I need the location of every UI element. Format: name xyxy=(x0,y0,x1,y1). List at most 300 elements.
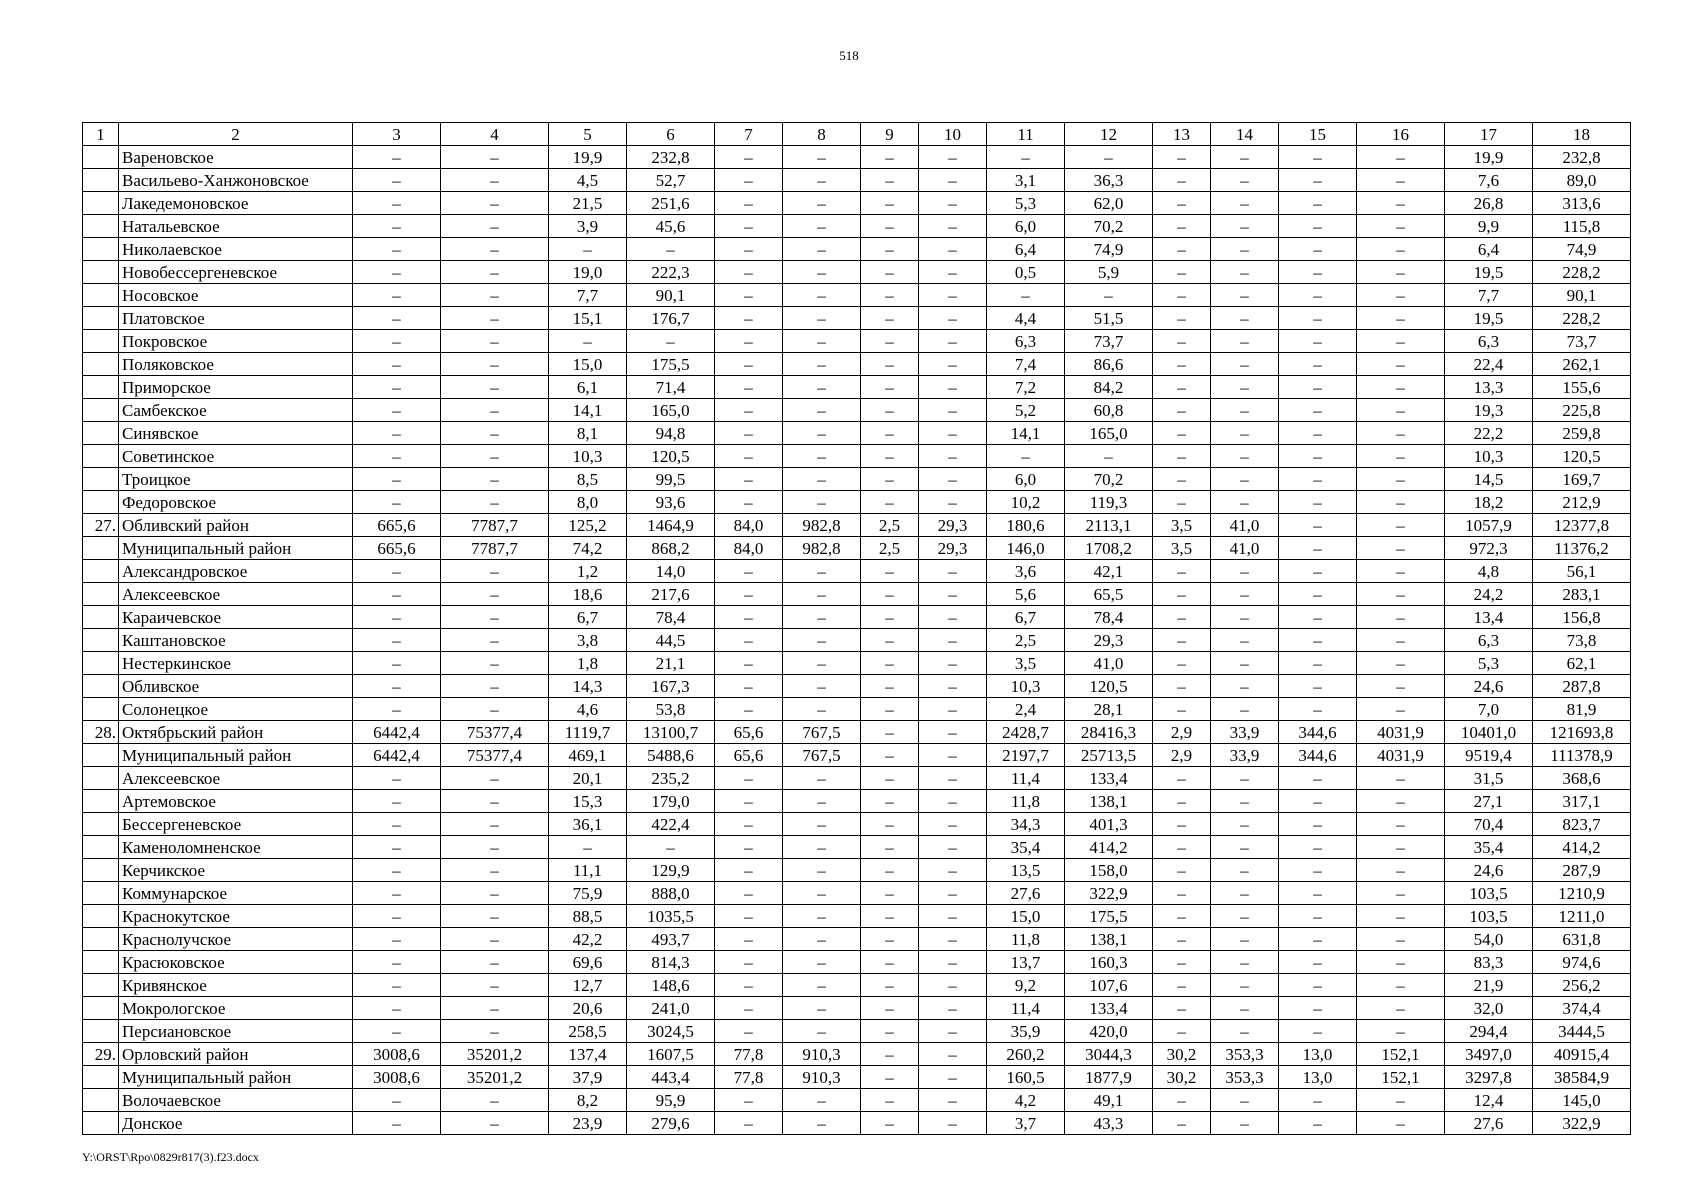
value-cell: – xyxy=(1279,514,1357,537)
value-cell: 129,9 xyxy=(627,859,715,882)
value-cell: 29,3 xyxy=(1065,629,1153,652)
value-cell: – xyxy=(861,951,919,974)
row-number-cell xyxy=(83,767,119,790)
value-cell: 283,1 xyxy=(1533,583,1631,606)
value-cell: – xyxy=(1279,767,1357,790)
value-cell: 41,0 xyxy=(1211,514,1279,537)
value-cell: – xyxy=(441,1112,549,1135)
value-cell: – xyxy=(441,353,549,376)
value-cell: 374,4 xyxy=(1533,997,1631,1020)
row-name-cell: Самбекское xyxy=(119,399,353,422)
value-cell: 93,6 xyxy=(627,491,715,514)
value-cell: 5,3 xyxy=(987,192,1065,215)
value-cell: – xyxy=(1211,192,1279,215)
value-cell: 1119,7 xyxy=(549,721,627,744)
value-cell: – xyxy=(1153,652,1211,675)
value-cell: 10,3 xyxy=(1445,445,1533,468)
value-cell: 5,6 xyxy=(987,583,1065,606)
data-table xyxy=(82,122,1631,1135)
value-cell: – xyxy=(1211,261,1279,284)
value-cell: 11,8 xyxy=(987,790,1065,813)
value-cell: 89,0 xyxy=(1533,169,1631,192)
value-cell: – xyxy=(715,951,783,974)
value-cell: – xyxy=(1279,468,1357,491)
value-cell: – xyxy=(1279,353,1357,376)
value-cell: 74,9 xyxy=(1533,238,1631,261)
value-cell: – xyxy=(1153,422,1211,445)
value-cell: 6,0 xyxy=(987,215,1065,238)
value-cell: – xyxy=(441,307,549,330)
value-cell: – xyxy=(353,261,441,284)
value-cell: 228,2 xyxy=(1533,307,1631,330)
value-cell: – xyxy=(1153,1112,1211,1135)
value-cell: 103,5 xyxy=(1445,882,1533,905)
value-cell: – xyxy=(1211,330,1279,353)
value-cell: – xyxy=(1211,928,1279,951)
value-cell: 24,2 xyxy=(1445,583,1533,606)
value-cell: – xyxy=(1279,1089,1357,1112)
value-cell: 11376,2 xyxy=(1533,537,1631,560)
value-cell: 29,3 xyxy=(919,514,987,537)
value-cell: 4,2 xyxy=(987,1089,1065,1112)
value-cell: 1210,9 xyxy=(1533,882,1631,905)
value-cell: 75,9 xyxy=(549,882,627,905)
value-cell: – xyxy=(1357,1089,1445,1112)
value-cell: 10,3 xyxy=(987,675,1065,698)
value-cell: – xyxy=(1065,445,1153,468)
table-row xyxy=(83,744,1631,767)
value-cell: – xyxy=(441,882,549,905)
value-cell: – xyxy=(783,1020,861,1043)
value-cell: – xyxy=(1211,353,1279,376)
value-cell: 31,5 xyxy=(1445,767,1533,790)
row-name-cell: Донское xyxy=(119,1112,353,1135)
value-cell: – xyxy=(1357,514,1445,537)
value-cell: 120,5 xyxy=(1533,445,1631,468)
value-cell: 103,5 xyxy=(1445,905,1533,928)
value-cell: 13,0 xyxy=(1279,1066,1357,1089)
value-cell: 4,5 xyxy=(549,169,627,192)
value-cell: – xyxy=(715,767,783,790)
value-cell: – xyxy=(1357,537,1445,560)
value-cell: 175,5 xyxy=(627,353,715,376)
value-cell: – xyxy=(715,307,783,330)
value-cell: 256,2 xyxy=(1533,974,1631,997)
value-cell: – xyxy=(353,560,441,583)
value-cell: – xyxy=(919,951,987,974)
value-cell: – xyxy=(783,169,861,192)
row-number-cell: 28. xyxy=(83,721,119,744)
table-row xyxy=(83,721,1631,744)
value-cell: 27,6 xyxy=(1445,1112,1533,1135)
value-cell: 1057,9 xyxy=(1445,514,1533,537)
table-row xyxy=(83,514,1631,537)
value-cell: – xyxy=(1357,399,1445,422)
value-cell: – xyxy=(1279,675,1357,698)
value-cell: – xyxy=(1279,491,1357,514)
value-cell: – xyxy=(353,767,441,790)
value-cell: – xyxy=(715,146,783,169)
value-cell: 13100,7 xyxy=(627,721,715,744)
value-cell: – xyxy=(1211,583,1279,606)
value-cell: – xyxy=(1279,376,1357,399)
value-cell: 13,3 xyxy=(1445,376,1533,399)
value-cell: – xyxy=(1279,261,1357,284)
value-cell: – xyxy=(919,261,987,284)
value-cell: 70,2 xyxy=(1065,215,1153,238)
value-cell: – xyxy=(715,169,783,192)
value-cell: 2113,1 xyxy=(1065,514,1153,537)
value-cell: 13,7 xyxy=(987,951,1065,974)
value-cell: 5,3 xyxy=(1445,652,1533,675)
table-row xyxy=(83,974,1631,997)
value-cell: – xyxy=(919,767,987,790)
value-cell: 13,5 xyxy=(987,859,1065,882)
value-cell: 665,6 xyxy=(353,537,441,560)
row-name-cell: Краснокутское xyxy=(119,905,353,928)
row-name-cell: Лакедемоновское xyxy=(119,192,353,215)
value-cell: – xyxy=(1279,238,1357,261)
value-cell: 7,7 xyxy=(1445,284,1533,307)
value-cell: – xyxy=(861,744,919,767)
value-cell: 7,2 xyxy=(987,376,1065,399)
value-cell: – xyxy=(441,284,549,307)
table-row xyxy=(83,560,1631,583)
value-cell: 15,1 xyxy=(549,307,627,330)
value-cell: – xyxy=(919,836,987,859)
row-number-cell xyxy=(83,238,119,261)
value-cell: – xyxy=(441,238,549,261)
value-cell: – xyxy=(353,307,441,330)
value-cell: 3297,8 xyxy=(1445,1066,1533,1089)
value-cell: 54,0 xyxy=(1445,928,1533,951)
value-cell: – xyxy=(1211,284,1279,307)
value-cell: – xyxy=(1357,422,1445,445)
column-header: 13 xyxy=(1153,123,1211,146)
value-cell: – xyxy=(1357,445,1445,468)
value-cell: 75377,4 xyxy=(441,744,549,767)
table-row xyxy=(83,330,1631,353)
value-cell: – xyxy=(783,583,861,606)
value-cell: – xyxy=(919,376,987,399)
value-cell: – xyxy=(1211,422,1279,445)
value-cell: – xyxy=(715,652,783,675)
value-cell: – xyxy=(1279,192,1357,215)
value-cell: 37,9 xyxy=(549,1066,627,1089)
value-cell: – xyxy=(1279,951,1357,974)
value-cell: – xyxy=(441,261,549,284)
value-cell: – xyxy=(1279,307,1357,330)
value-cell: – xyxy=(919,744,987,767)
table-row xyxy=(83,376,1631,399)
value-cell: – xyxy=(441,146,549,169)
value-cell: – xyxy=(353,1112,441,1135)
row-number-cell xyxy=(83,836,119,859)
row-number-cell xyxy=(83,1020,119,1043)
value-cell: 86,6 xyxy=(1065,353,1153,376)
value-cell: 18,6 xyxy=(549,583,627,606)
value-cell: 888,0 xyxy=(627,882,715,905)
table-row xyxy=(83,169,1631,192)
value-cell: – xyxy=(1211,445,1279,468)
row-name-cell: Николаевское xyxy=(119,238,353,261)
value-cell: 120,5 xyxy=(1065,675,1153,698)
row-number-cell xyxy=(83,997,119,1020)
value-cell: 81,9 xyxy=(1533,698,1631,721)
value-cell: – xyxy=(783,882,861,905)
value-cell: – xyxy=(627,330,715,353)
row-name-cell: Обливское xyxy=(119,675,353,698)
value-cell: – xyxy=(861,560,919,583)
value-cell: – xyxy=(861,1043,919,1066)
table-row xyxy=(83,698,1631,721)
row-name-cell: Обливский район xyxy=(119,514,353,537)
row-name-cell: Васильево-Ханжоновское xyxy=(119,169,353,192)
value-cell: 6,3 xyxy=(987,330,1065,353)
value-cell: – xyxy=(1279,882,1357,905)
value-cell: – xyxy=(353,422,441,445)
value-cell: – xyxy=(353,215,441,238)
value-cell: – xyxy=(1279,813,1357,836)
value-cell: 12377,8 xyxy=(1533,514,1631,537)
value-cell: 344,6 xyxy=(1279,744,1357,767)
value-cell: – xyxy=(715,997,783,1020)
value-cell: 115,8 xyxy=(1533,215,1631,238)
value-cell: 217,6 xyxy=(627,583,715,606)
table-row xyxy=(83,629,1631,652)
value-cell: – xyxy=(441,675,549,698)
value-cell: – xyxy=(1279,399,1357,422)
value-cell: 823,7 xyxy=(1533,813,1631,836)
value-cell: – xyxy=(715,1112,783,1135)
value-cell: – xyxy=(783,468,861,491)
value-cell: – xyxy=(353,905,441,928)
value-cell: 3024,5 xyxy=(627,1020,715,1043)
value-cell: – xyxy=(1153,974,1211,997)
value-cell: – xyxy=(715,790,783,813)
value-cell: 41,0 xyxy=(1065,652,1153,675)
value-cell: – xyxy=(353,583,441,606)
value-cell: – xyxy=(783,399,861,422)
column-header: 7 xyxy=(715,123,783,146)
value-cell: – xyxy=(987,284,1065,307)
table-row xyxy=(83,1112,1631,1135)
value-cell: – xyxy=(715,698,783,721)
value-cell: – xyxy=(861,445,919,468)
row-number-cell xyxy=(83,652,119,675)
value-cell: 212,9 xyxy=(1533,491,1631,514)
footer-file-path: Y:\ORST\Rpo\0829r817(3).f23.docx xyxy=(82,1150,259,1164)
row-number-cell xyxy=(83,790,119,813)
value-cell: 73,7 xyxy=(1533,330,1631,353)
value-cell: 29,3 xyxy=(919,537,987,560)
value-cell: – xyxy=(1065,284,1153,307)
value-cell: 155,6 xyxy=(1533,376,1631,399)
value-cell: 43,3 xyxy=(1065,1112,1153,1135)
row-number-cell xyxy=(83,859,119,882)
value-cell: 30,2 xyxy=(1153,1043,1211,1066)
value-cell: 3,5 xyxy=(987,652,1065,675)
column-header: 17 xyxy=(1445,123,1533,146)
column-header: 12 xyxy=(1065,123,1153,146)
value-cell: 8,5 xyxy=(549,468,627,491)
value-cell: – xyxy=(1153,238,1211,261)
value-cell: – xyxy=(1153,675,1211,698)
value-cell: 1708,2 xyxy=(1065,537,1153,560)
value-cell: 138,1 xyxy=(1065,928,1153,951)
value-cell: – xyxy=(1153,445,1211,468)
value-cell: 145,0 xyxy=(1533,1089,1631,1112)
column-header: 1 xyxy=(83,123,119,146)
value-cell: 6442,4 xyxy=(353,721,441,744)
value-cell: 152,1 xyxy=(1357,1066,1445,1089)
value-cell: – xyxy=(919,675,987,698)
value-cell: 6442,4 xyxy=(353,744,441,767)
row-name-cell: Платовское xyxy=(119,307,353,330)
value-cell: 1035,5 xyxy=(627,905,715,928)
data-table-container xyxy=(82,122,1631,1135)
value-cell: 21,9 xyxy=(1445,974,1533,997)
value-cell: – xyxy=(1211,606,1279,629)
row-number-cell xyxy=(83,583,119,606)
value-cell: – xyxy=(783,974,861,997)
table-row xyxy=(83,468,1631,491)
value-cell: – xyxy=(1279,1020,1357,1043)
value-cell: – xyxy=(353,353,441,376)
value-cell: – xyxy=(715,468,783,491)
value-cell: – xyxy=(1153,468,1211,491)
value-cell: – xyxy=(861,583,919,606)
value-cell: 8,0 xyxy=(549,491,627,514)
row-name-cell: Покровское xyxy=(119,330,353,353)
value-cell: – xyxy=(441,491,549,514)
value-cell: – xyxy=(861,698,919,721)
value-cell: – xyxy=(861,859,919,882)
value-cell: – xyxy=(1279,974,1357,997)
value-cell: 287,9 xyxy=(1533,859,1631,882)
value-cell: 36,1 xyxy=(549,813,627,836)
row-name-cell: Коммунарское xyxy=(119,882,353,905)
value-cell: – xyxy=(861,790,919,813)
column-header: 9 xyxy=(861,123,919,146)
row-number-cell xyxy=(83,928,119,951)
value-cell: 158,0 xyxy=(1065,859,1153,882)
value-cell: 125,2 xyxy=(549,514,627,537)
row-number-cell xyxy=(83,445,119,468)
table-row xyxy=(83,537,1631,560)
value-cell: – xyxy=(353,399,441,422)
value-cell: 65,5 xyxy=(1065,583,1153,606)
value-cell: – xyxy=(441,192,549,215)
value-cell: – xyxy=(1153,261,1211,284)
value-cell: – xyxy=(353,491,441,514)
value-cell: 6,7 xyxy=(987,606,1065,629)
value-cell: 2428,7 xyxy=(987,721,1065,744)
row-number-cell: 29. xyxy=(83,1043,119,1066)
value-cell: – xyxy=(1153,307,1211,330)
table-row xyxy=(83,675,1631,698)
value-cell: – xyxy=(441,997,549,1020)
header-row xyxy=(83,123,1631,146)
value-cell: 2197,7 xyxy=(987,744,1065,767)
value-cell: – xyxy=(353,192,441,215)
value-cell: 121693,8 xyxy=(1533,721,1631,744)
value-cell: – xyxy=(1279,560,1357,583)
value-cell: 4,8 xyxy=(1445,560,1533,583)
table-row xyxy=(83,445,1631,468)
value-cell: – xyxy=(1357,951,1445,974)
value-cell: – xyxy=(919,813,987,836)
value-cell: – xyxy=(919,652,987,675)
value-cell: – xyxy=(1211,997,1279,1020)
value-cell: 52,7 xyxy=(627,169,715,192)
value-cell: – xyxy=(1357,974,1445,997)
value-cell: 176,7 xyxy=(627,307,715,330)
row-name-cell: Федоровское xyxy=(119,491,353,514)
column-header: 14 xyxy=(1211,123,1279,146)
value-cell: – xyxy=(861,813,919,836)
value-cell: – xyxy=(1357,307,1445,330)
value-cell: – xyxy=(441,330,549,353)
value-cell: – xyxy=(1153,997,1211,1020)
row-name-cell: Орловский район xyxy=(119,1043,353,1066)
value-cell: 44,5 xyxy=(627,629,715,652)
value-cell: 10401,0 xyxy=(1445,721,1533,744)
value-cell: 70,4 xyxy=(1445,813,1533,836)
value-cell: – xyxy=(1153,836,1211,859)
value-cell: 95,9 xyxy=(627,1089,715,1112)
table-row xyxy=(83,882,1631,905)
table-row xyxy=(83,146,1631,169)
value-cell: 982,8 xyxy=(783,537,861,560)
value-cell: 165,0 xyxy=(627,399,715,422)
value-cell: 814,3 xyxy=(627,951,715,974)
value-cell: – xyxy=(715,859,783,882)
value-cell: – xyxy=(715,675,783,698)
value-cell: 19,5 xyxy=(1445,307,1533,330)
value-cell: 420,0 xyxy=(1065,1020,1153,1043)
value-cell: 77,8 xyxy=(715,1066,783,1089)
row-number-cell xyxy=(83,698,119,721)
row-number-cell xyxy=(83,468,119,491)
value-cell: 767,5 xyxy=(783,744,861,767)
value-cell: – xyxy=(353,146,441,169)
value-cell: – xyxy=(353,629,441,652)
value-cell: 4,6 xyxy=(549,698,627,721)
row-number-cell xyxy=(83,560,119,583)
value-cell: – xyxy=(715,928,783,951)
value-cell: 94,8 xyxy=(627,422,715,445)
row-number-cell xyxy=(83,215,119,238)
value-cell: – xyxy=(783,1089,861,1112)
value-cell: – xyxy=(1357,215,1445,238)
value-cell: – xyxy=(441,1020,549,1043)
row-name-cell: Керчикское xyxy=(119,859,353,882)
value-cell: – xyxy=(919,215,987,238)
value-cell: – xyxy=(1357,928,1445,951)
value-cell: – xyxy=(1279,445,1357,468)
value-cell: – xyxy=(1357,238,1445,261)
value-cell: 1211,0 xyxy=(1533,905,1631,928)
row-number-cell xyxy=(83,307,119,330)
value-cell: – xyxy=(861,1089,919,1112)
value-cell: – xyxy=(919,353,987,376)
value-cell: – xyxy=(353,813,441,836)
value-cell: – xyxy=(441,468,549,491)
value-cell: 294,4 xyxy=(1445,1020,1533,1043)
value-cell: – xyxy=(919,629,987,652)
value-cell: 148,6 xyxy=(627,974,715,997)
